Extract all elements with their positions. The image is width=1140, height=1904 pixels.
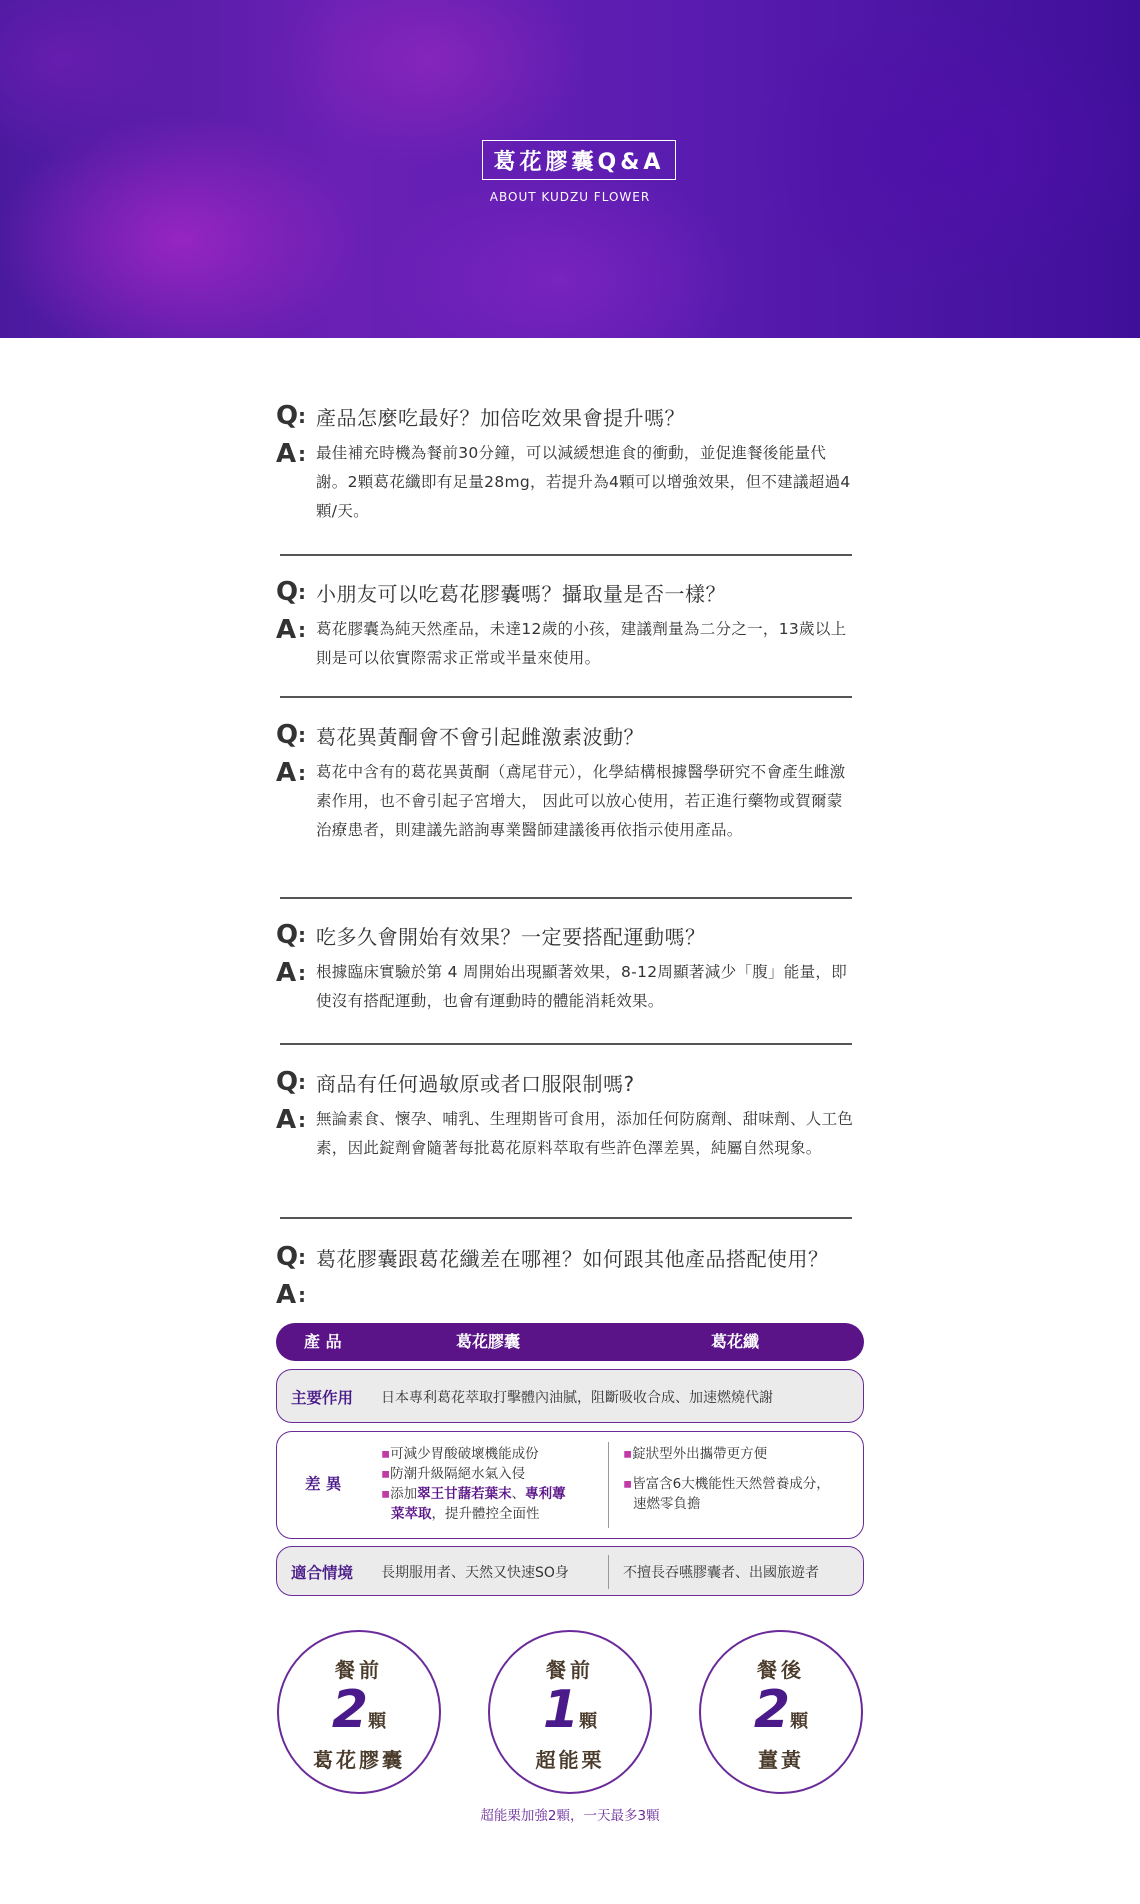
answer-text: 無論素食、懷孕、哺乳、生理期皆可食用，添加任何防腐劑、甜味劑、人工色素，因此錠劑會隨著每批葛花原料萃取有些許色澤差異，純屬自然現象。 [316, 1110, 854, 1157]
dosage-circle-capsule [277, 1630, 441, 1794]
question-text: 吃多久會開始有效果？一定要搭配運動嗎？ [316, 924, 706, 949]
diff-item: ▪皆富含6大機能性天然營養成分， [623, 1476, 830, 1492]
header-product: 產 品 [304, 1332, 342, 1351]
a-mark: A [276, 958, 297, 988]
diff-item: ▪錠狀型外出攜帶更方便 [623, 1446, 768, 1462]
dosage-unit: 顆 [790, 1711, 809, 1732]
answer-text: 根據臨床實驗於第 4 周開始出現顯著效果，8-12周顯著減少「腹」能量，即使沒有搭配運動，也會有運動時的體能消耗效果。 [316, 963, 847, 1010]
footnote: 超能栗加強2顆，一天最多3顆 [480, 1808, 660, 1824]
header-col-fiber: 葛花纖 [711, 1332, 760, 1351]
diff-item: ▪防潮升級隔絕水氣入侵 [381, 1466, 526, 1482]
diff-item: ▪可減少胃酸破壞機能成份 [381, 1446, 539, 1462]
a-mark: A [276, 1105, 297, 1135]
table-row-main-effect [276, 1369, 864, 1423]
question-text: 商品有任何過敏原或者口服限制嗎? [316, 1071, 635, 1096]
column-divider [608, 1442, 609, 1528]
dosage-when: 餐前 [335, 1658, 383, 1682]
diff-item: ▪添加翠王甘藷若葉末、專利蓴 [381, 1486, 566, 1502]
diff-item-cont: 菜萃取，提升體控全面性 [391, 1506, 540, 1522]
dosage-unit: 顆 [579, 1711, 598, 1732]
table-header [276, 1323, 864, 1361]
divider [280, 696, 852, 698]
hero-subtitle: ABOUT KUDZU FLOWER [489, 190, 651, 204]
qa-item-5: Q : 商品有任何過敏原或者口服限制嗎? A : 無論素食、懷孕、哺乳、生理期皆可食用，添加任何防腐劑、甜味劑、人工色素，因此錠劑會隨著每批葛花原料萃取有些許色澤差異，純屬自然現象。 [276, 1065, 856, 1163]
dosage-count: 2 [331, 1680, 369, 1740]
divider [280, 554, 852, 556]
dosage-product: 薑黃 [758, 1748, 804, 1772]
a-mark: A [276, 758, 297, 788]
diff-item-cont: 速燃零負擔 [633, 1496, 701, 1512]
dosage-product: 超能栗 [535, 1748, 605, 1772]
qa-item-6: Q : 葛花膠囊跟葛花纖差在哪裡？如何跟其他產品搭配使用？ A : [276, 1242, 829, 1310]
qa-item-1: Q : 產品怎麼吃最好？加倍吃效果會提升嗎？ A : 最佳補充時機為餐前30分鐘，可以減緩想進食的衝動，並促進餐後能量代謝。2顆葛花纖即有足量28mg，若提升為4顆可以增強效果，但不建議超過4顆/天。 [276, 399, 856, 526]
row-text: 日本專利葛花萃取打擊體內油膩，阻斷吸收合成、加速燃燒代謝 [381, 1390, 773, 1406]
a-mark: A [276, 1280, 297, 1310]
hero-title: 葛花膠囊Q&A [482, 140, 676, 180]
row-label: 主要作用 [291, 1389, 354, 1407]
answer-text: 葛花膠囊為純天然產品，未達12歲的小孩，建議劑量為二分之一，13歲以上則是可以依實際需求正常或半量來使用。 [316, 620, 847, 667]
table-row-suitable [276, 1546, 864, 1596]
answer-text: 最佳補充時機為餐前30分鐘，可以減緩想進食的衝動，並促進餐後能量代謝。2顆葛花纖即有足量28mg，若提升為4顆可以增強效果，但不建議超過4顆/天。 [316, 444, 851, 520]
divider [280, 897, 852, 899]
a-mark: A [276, 439, 297, 469]
hero-banner [0, 0, 1140, 338]
dosage-circle-chestnut [488, 1630, 652, 1794]
dosage-unit: 顆 [368, 1711, 387, 1732]
comparison-table [276, 1323, 864, 1595]
q-mark: Q [276, 577, 299, 607]
table-row-difference [276, 1431, 864, 1539]
row-label: 差 異 [305, 1475, 342, 1493]
question-text: 產品怎麼吃最好？加倍吃效果會提升嗎？ [316, 405, 685, 430]
q-mark: Q [276, 1067, 299, 1097]
question-text: 葛花異黃酮會不會引起雌激素波動？ [316, 724, 644, 749]
q-mark: Q [276, 920, 299, 950]
dosage-count: 2 [753, 1680, 791, 1740]
question-text: 小朋友可以吃葛花膠囊嗎？攝取量是否一樣？ [316, 581, 726, 606]
q-mark: Q [276, 1242, 299, 1272]
qa-item-2: Q : 小朋友可以吃葛花膠囊嗎？攝取量是否一樣？ A : 葛花膠囊為純天然產品，未達12歲的小孩，建議劑量為二分之一，13歲以上則是可以依實際需求正常或半量來使用。 [276, 575, 856, 673]
qa-item-3: Q : 葛花異黃酮會不會引起雌激素波動？ A : 葛花中含有的葛花異黃酮（鳶尾苷元），化學結構根據醫學研究不會產生雌激素作用，也不會引起子宮增大， 因此可以放心使用，若正進行藥物或賀爾蒙治療患者，則建議先諮詢專業醫師建議後再依指示使用產品。 [276, 718, 856, 845]
row-label: 適合情境 [291, 1564, 354, 1582]
divider [280, 1043, 852, 1045]
header-col-capsule: 葛花膠囊 [456, 1332, 521, 1351]
answer-text: 葛花中含有的葛花異黃酮（鳶尾苷元），化學結構根據醫學研究不會產生雌激素作用，也不會引起子宮增大， 因此可以放心使用，若正進行藥物或賀爾蒙治療患者，則建議先諮詢專業醫師建議後再依指示使用產品。 [316, 763, 846, 839]
dosage-when: 餐後 [757, 1658, 805, 1682]
row-text: 長期服用者、天然又快速SO身 [381, 1565, 569, 1581]
a-mark: A [276, 615, 297, 645]
dosage-count: 1 [542, 1680, 580, 1740]
qa-item-4: Q : 吃多久會開始有效果？一定要搭配運動嗎？ A : 根據臨床實驗於第 4 周開始出現顯著效果，8-12周顯著減少「腹」能量，即使沒有搭配運動，也會有運動時的體能消耗效果。 [276, 918, 856, 1016]
dosage-product: 葛花膠囊 [313, 1748, 405, 1772]
column-divider [608, 1555, 609, 1589]
dosage-circle-turmeric [699, 1630, 863, 1794]
q-mark: Q [276, 401, 299, 431]
q-mark: Q [276, 720, 299, 750]
row-text: 不擅長吞嚥膠囊者、出國旅遊者 [623, 1565, 819, 1581]
divider [280, 1217, 852, 1219]
question-text: 葛花膠囊跟葛花纖差在哪裡？如何跟其他產品搭配使用？ [316, 1246, 829, 1271]
dosage-when: 餐前 [546, 1658, 594, 1682]
